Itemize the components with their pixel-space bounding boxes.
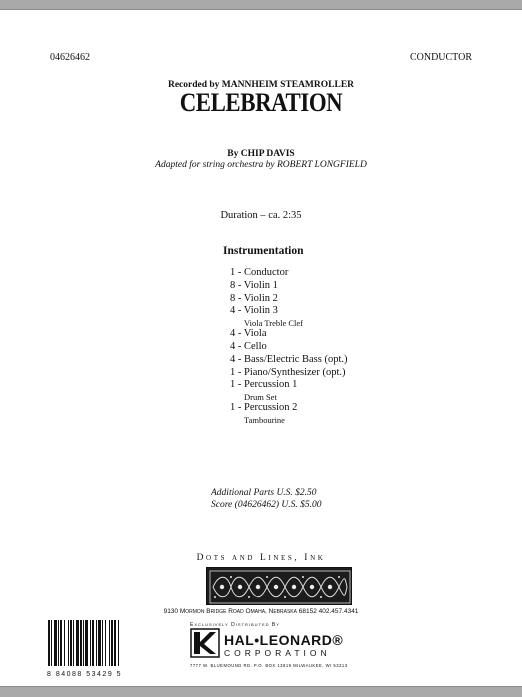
composer-credit: By CHIP DAVIS [227,149,295,159]
additional-parts-price: Additional Parts U.S. $2.50 [211,488,317,498]
duration: Duration – ca. 2:35 [220,210,302,221]
instrument-label: 4 - Violin 3 [230,305,278,317]
instrumentation-list [230,267,348,425]
list-item [230,267,348,280]
distributor-address: 7777 W. BLUEMOUND RD. P.O. BOX 13819 MILWAUKEE, WI 53213 [190,663,348,668]
bottom-border-band [0,686,522,697]
publisher-name: Dots and Lines, Ink [196,553,326,563]
list-item [230,293,348,306]
list-item [230,402,348,425]
instrument-label: 8 - Violin 1 [230,279,278,291]
list-item [230,305,348,328]
list-item [230,367,348,380]
barcode-digits: 8 84088 53429 5 [47,671,123,678]
distributor-subname: CORPORATION [224,648,331,658]
ornament-icon [207,568,352,605]
hal-leonard-logo-icon [190,628,220,658]
list-item [230,379,348,402]
list-item [230,280,348,293]
instrument-note: Tambourine [244,414,285,425]
hal-leonard-logo [190,628,220,658]
arranger-credit: Adapted for string orchestra by ROBERT LONGFIELD [155,160,367,170]
list-item [230,341,348,354]
top-border-band [0,0,522,10]
instrument-label: 1 - Percussion 1 [230,379,298,391]
part-name: CONDUCTOR [409,52,472,63]
page-title: CELEBRATION [179,88,343,117]
instrument-label: 8 - Violin 2 [230,292,278,304]
instrument-label: 1 - Percussion 2 [230,402,298,414]
instrument-label: 1 - Conductor [230,267,289,278]
instrument-note: Drum Set [244,392,277,403]
pricing [211,487,321,511]
instrumentation-heading: Instrumentation [223,245,304,257]
distributor-name: HAL•LEONARD® [224,632,344,648]
publisher-address: 9130 Mormon Bridge Road Omaha, Nebraska 68152 402.457.4341 [163,608,359,615]
list-item [230,328,348,341]
recorded-by: Recorded by MANNHEIM STEAMROLLER [167,80,355,90]
catalog-number: 04626462 [50,52,90,63]
instrument-note: Viola Treble Clef [244,318,303,329]
instrument-label: 1 - Piano/Synthesizer (opt.) [230,366,346,378]
barcode [47,620,147,666]
instrument-label: 4 - Viola [230,328,267,340]
publisher-ornament-logo [206,567,352,605]
list-item [230,354,348,367]
barcode-icon [47,620,147,666]
distributor-label: Exclusively Distributed By [190,622,280,628]
instrument-label: 4 - Cello [230,340,267,352]
score-price: Score (04626462) U.S. $5.00 [211,500,322,510]
instrument-label: 4 - Bass/Electric Bass (opt.) [230,353,348,365]
